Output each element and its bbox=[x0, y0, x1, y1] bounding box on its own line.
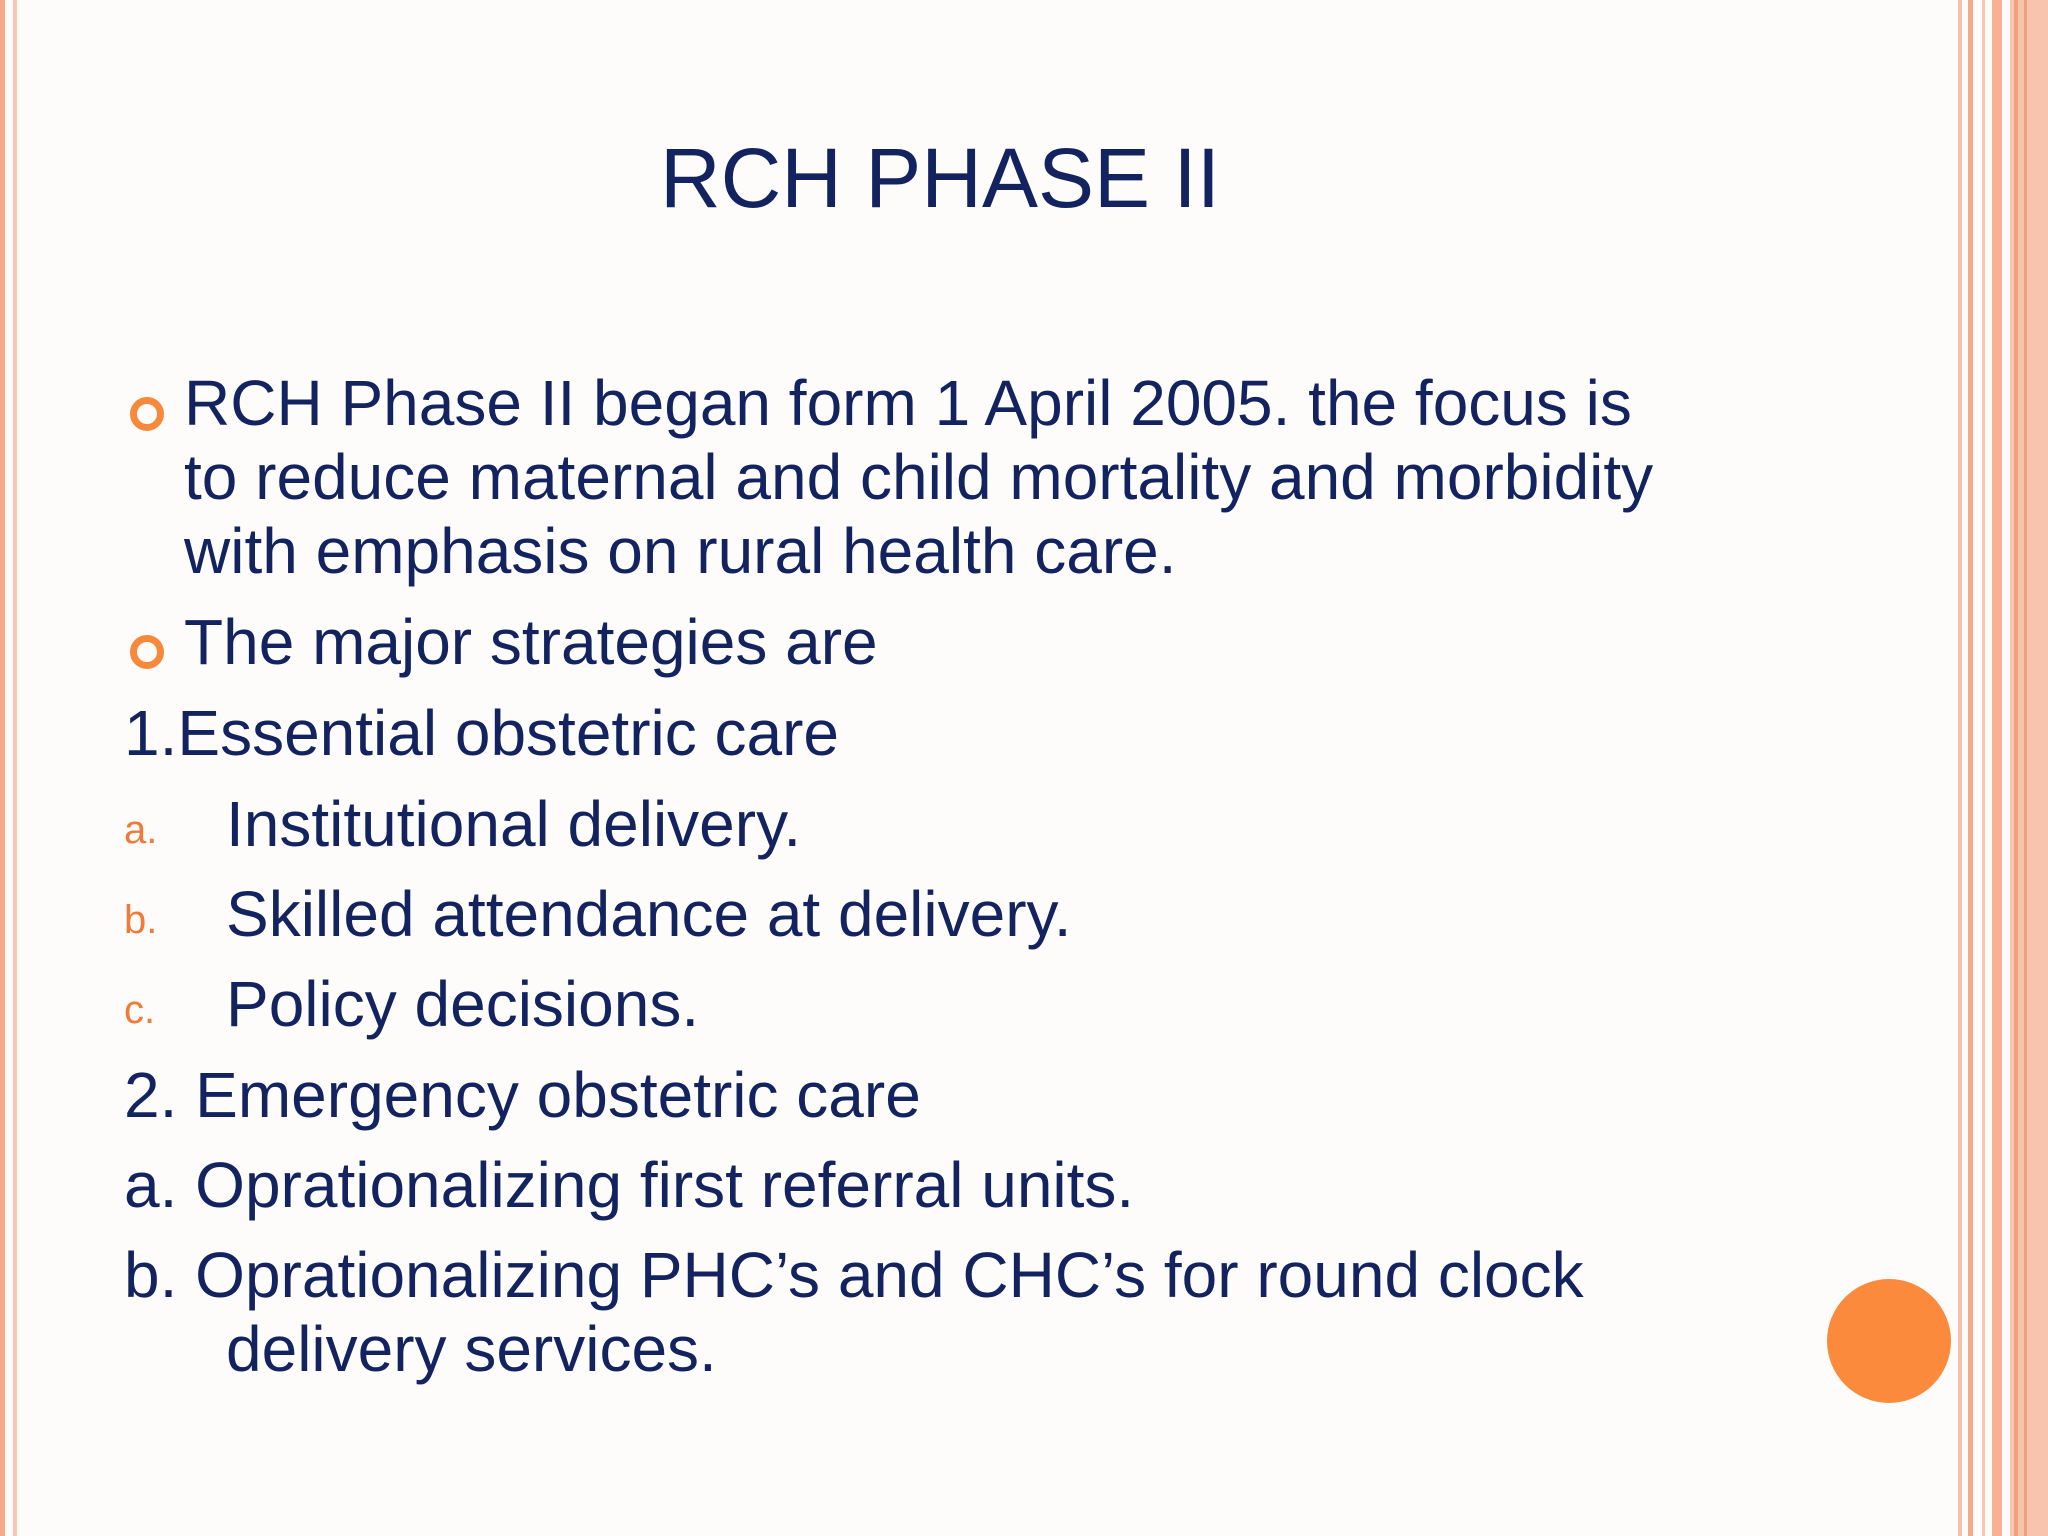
section-1-heading: 1.Essential obstetric care bbox=[124, 697, 839, 769]
list-item: Policy decisions. bbox=[226, 968, 700, 1040]
list-item: Institutional delivery. bbox=[226, 788, 802, 860]
bullet-2-text: The major strategies are bbox=[184, 606, 878, 678]
bullet-1-line-2: to reduce maternal and child mortality and morbidity bbox=[184, 441, 1654, 513]
list-marker: a. bbox=[124, 808, 158, 852]
left-border-stripe bbox=[0, 0, 5, 1536]
bullet-1-line-3: with emphasis on rural health care. bbox=[184, 515, 1177, 587]
bullet-1-line-1: RCH Phase II began form 1 April 2005. the focus is bbox=[184, 367, 1632, 439]
section-2-item-a: a. Oprationalizing first referral units. bbox=[124, 1149, 1135, 1221]
bullet-icon bbox=[130, 397, 164, 431]
list-item: Skilled attendance at delivery. bbox=[226, 878, 1072, 950]
section-2-item-b-line-2: delivery services. bbox=[226, 1313, 717, 1385]
right-border-stripe bbox=[2024, 0, 2027, 1536]
list-marker: c. bbox=[124, 988, 156, 1032]
section-2-item-b-line-1: b. Oprationalizing PHC’s and CHC’s for round clock bbox=[124, 1239, 1584, 1311]
right-border-stripe bbox=[1958, 0, 1962, 1536]
decorative-circle bbox=[1827, 1279, 1951, 1403]
right-border-stripe bbox=[1982, 0, 1985, 1536]
section-2-heading: 2. Emergency obstetric care bbox=[124, 1059, 921, 1131]
left-border-stripe bbox=[13, 0, 17, 1536]
bullet-icon bbox=[130, 635, 164, 669]
right-border-stripe bbox=[1992, 0, 2002, 1536]
list-marker: b. bbox=[124, 898, 158, 942]
right-border-stripe bbox=[2014, 0, 2018, 1536]
right-border-stripe bbox=[1968, 0, 1973, 1536]
slide-title: RCH PHASE II bbox=[659, 131, 1221, 225]
